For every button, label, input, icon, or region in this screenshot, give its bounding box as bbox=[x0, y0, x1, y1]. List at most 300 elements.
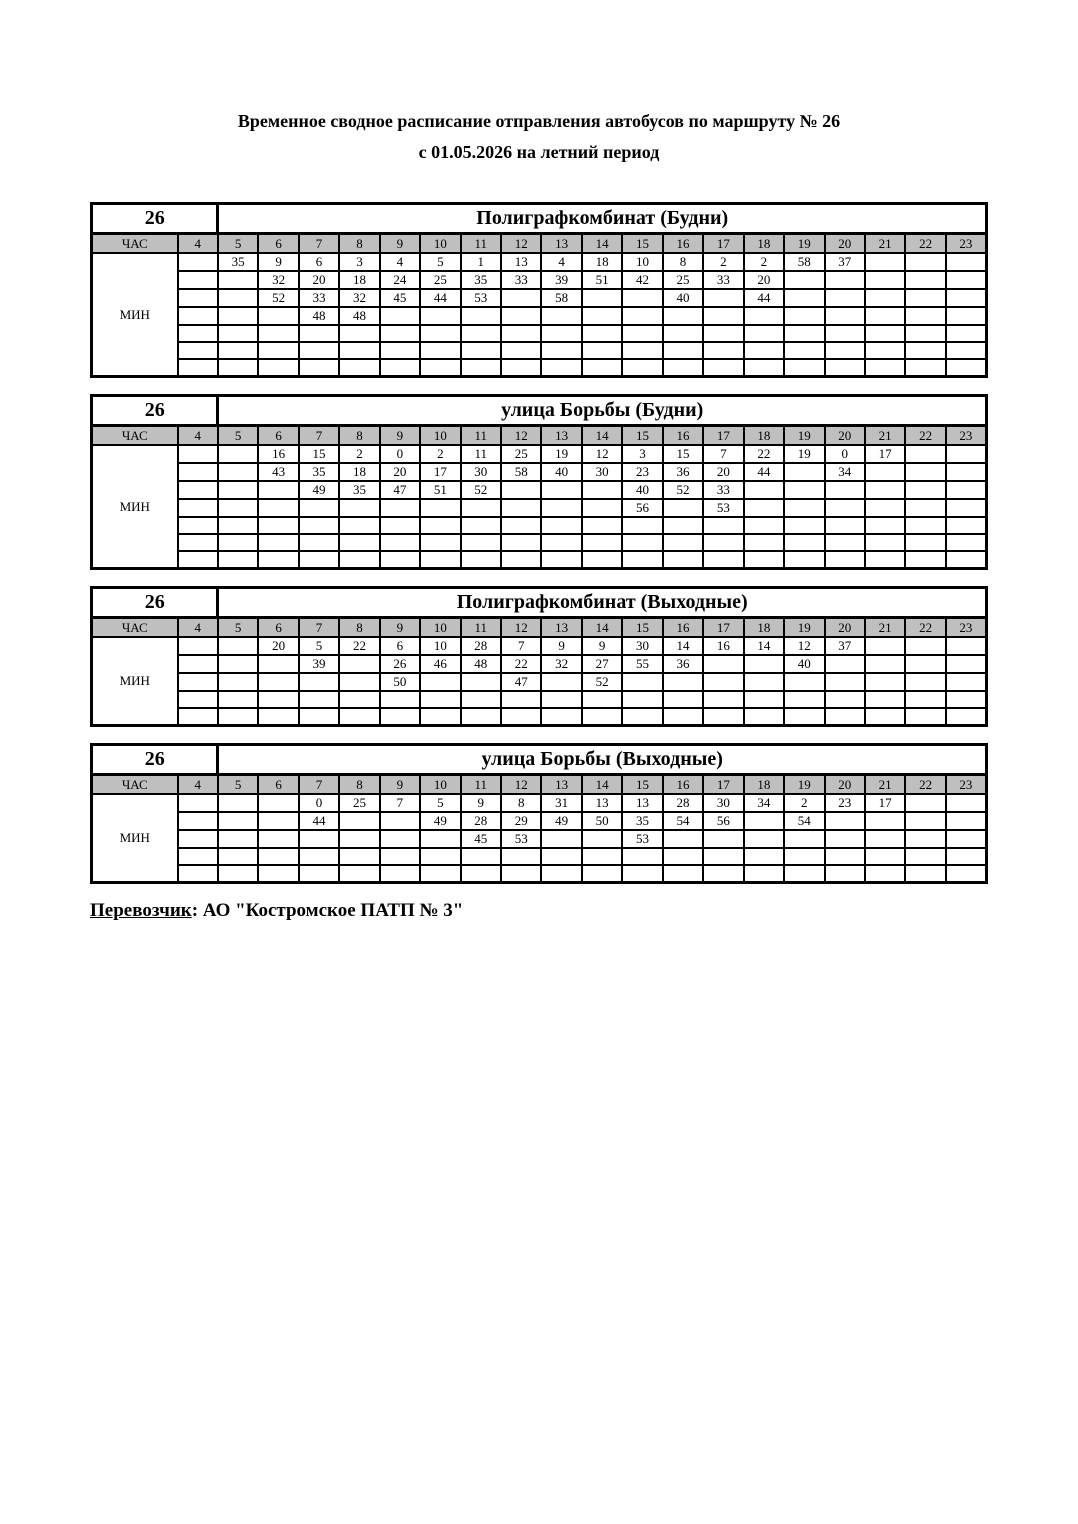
minute-cell: 10 bbox=[622, 253, 662, 271]
hour-header-cell: 23 bbox=[946, 234, 987, 254]
minute-cell bbox=[784, 325, 824, 342]
minute-cell bbox=[541, 342, 581, 359]
minute-cell: 36 bbox=[663, 463, 703, 481]
minute-cell bbox=[946, 359, 987, 377]
minute-cell: 18 bbox=[582, 253, 622, 271]
minute-cell: 20 bbox=[380, 463, 420, 481]
minute-cell bbox=[622, 517, 662, 534]
minute-cell bbox=[703, 830, 743, 848]
minute-cell: 7 bbox=[380, 794, 420, 812]
minute-cell bbox=[582, 830, 622, 848]
hour-row-label: ЧАС bbox=[92, 618, 178, 638]
minute-cell bbox=[622, 551, 662, 569]
minute-cell bbox=[501, 325, 541, 342]
minute-cell: 5 bbox=[420, 794, 460, 812]
minute-cell bbox=[582, 534, 622, 551]
minute-cell bbox=[339, 673, 379, 691]
minute-cell bbox=[744, 325, 784, 342]
minute-cell: 48 bbox=[339, 307, 379, 325]
minute-cell bbox=[744, 517, 784, 534]
minute-cell bbox=[339, 655, 379, 673]
minute-cell bbox=[825, 848, 865, 865]
minute-cell: 33 bbox=[501, 271, 541, 289]
minute-cell: 32 bbox=[258, 271, 298, 289]
minute-cell bbox=[865, 830, 905, 848]
minute-cell bbox=[946, 551, 987, 569]
table-title: улица Борьбы (Будни) bbox=[218, 396, 987, 426]
minute-cell bbox=[258, 359, 298, 377]
minute-cell bbox=[663, 708, 703, 726]
hour-header-cell: 21 bbox=[865, 234, 905, 254]
minute-cell bbox=[703, 865, 743, 883]
minute-cell bbox=[299, 534, 339, 551]
minute-cell: 52 bbox=[663, 481, 703, 499]
minute-cell bbox=[258, 812, 298, 830]
minute-cell bbox=[825, 342, 865, 359]
minute-cell bbox=[663, 342, 703, 359]
hour-header-cell: 20 bbox=[825, 426, 865, 446]
minute-cell: 40 bbox=[784, 655, 824, 673]
minute-cell: 10 bbox=[420, 637, 460, 655]
minute-cell bbox=[461, 342, 501, 359]
minute-cell bbox=[865, 691, 905, 708]
minute-cell: 7 bbox=[703, 445, 743, 463]
minute-cell bbox=[784, 551, 824, 569]
minute-cell bbox=[744, 708, 784, 726]
minute-cell bbox=[946, 830, 987, 848]
hour-header-cell: 17 bbox=[703, 426, 743, 446]
minute-cell bbox=[905, 551, 945, 569]
minute-cell bbox=[178, 673, 218, 691]
minute-cell: 2 bbox=[339, 445, 379, 463]
minute-cell bbox=[865, 848, 905, 865]
minute-cell bbox=[946, 865, 987, 883]
hour-row-label: ЧАС bbox=[92, 426, 178, 446]
minute-cell bbox=[905, 253, 945, 271]
minute-cell bbox=[461, 708, 501, 726]
minute-cell: 2 bbox=[744, 253, 784, 271]
minute-cell bbox=[905, 691, 945, 708]
minute-cell bbox=[744, 830, 784, 848]
hour-header-cell: 10 bbox=[420, 234, 460, 254]
minute-cell bbox=[784, 289, 824, 307]
hour-header-cell: 9 bbox=[380, 618, 420, 638]
minute-cell bbox=[380, 848, 420, 865]
minute-cell bbox=[622, 534, 662, 551]
minute-cell bbox=[703, 307, 743, 325]
minute-cell: 30 bbox=[461, 463, 501, 481]
minute-cell: 27 bbox=[582, 655, 622, 673]
minute-cell bbox=[178, 655, 218, 673]
minute-cell bbox=[541, 307, 581, 325]
minute-cell bbox=[622, 342, 662, 359]
minute-cell bbox=[663, 673, 703, 691]
minute-cell: 58 bbox=[501, 463, 541, 481]
minute-cell bbox=[339, 534, 379, 551]
minute-cell: 44 bbox=[299, 812, 339, 830]
hour-header-cell: 19 bbox=[784, 618, 824, 638]
minute-cell bbox=[905, 499, 945, 517]
minute-cell: 56 bbox=[703, 812, 743, 830]
minute-cell bbox=[178, 463, 218, 481]
minute-cell bbox=[380, 691, 420, 708]
minute-cell bbox=[865, 499, 905, 517]
minute-cell bbox=[663, 325, 703, 342]
minute-cell: 53 bbox=[461, 289, 501, 307]
minute-cell bbox=[784, 691, 824, 708]
carrier-label: Перевозчик bbox=[90, 900, 192, 921]
minute-cell: 49 bbox=[420, 812, 460, 830]
minute-cell: 4 bbox=[541, 253, 581, 271]
minute-cell bbox=[218, 673, 258, 691]
minute-cell bbox=[380, 865, 420, 883]
minute-cell bbox=[541, 673, 581, 691]
minute-cell bbox=[905, 830, 945, 848]
hour-header-cell: 9 bbox=[380, 775, 420, 795]
minute-cell bbox=[178, 445, 218, 463]
minute-cell: 50 bbox=[380, 673, 420, 691]
minute-cell: 47 bbox=[501, 673, 541, 691]
hour-header-cell: 15 bbox=[622, 426, 662, 446]
minute-cell bbox=[784, 307, 824, 325]
minute-cell: 40 bbox=[663, 289, 703, 307]
minute-cell bbox=[541, 691, 581, 708]
minute-cell bbox=[663, 517, 703, 534]
minute-cell: 44 bbox=[420, 289, 460, 307]
minute-cell bbox=[825, 307, 865, 325]
minute-cell bbox=[339, 812, 379, 830]
minute-cell bbox=[703, 673, 743, 691]
minute-cell bbox=[258, 865, 298, 883]
minute-cell bbox=[178, 253, 218, 271]
minute-cell bbox=[825, 325, 865, 342]
minute-cell bbox=[905, 463, 945, 481]
minute-cell bbox=[905, 307, 945, 325]
minute-cell: 12 bbox=[582, 445, 622, 463]
minute-cell bbox=[946, 812, 987, 830]
minute-cell: 11 bbox=[461, 445, 501, 463]
minute-cell: 5 bbox=[420, 253, 460, 271]
minute-cell bbox=[461, 848, 501, 865]
minute-cell bbox=[946, 445, 987, 463]
hour-header-cell: 20 bbox=[825, 775, 865, 795]
hour-header-cell: 16 bbox=[663, 426, 703, 446]
minute-cell: 49 bbox=[299, 481, 339, 499]
minute-cell bbox=[825, 708, 865, 726]
hour-header-cell: 7 bbox=[299, 618, 339, 638]
minute-cell bbox=[178, 830, 218, 848]
minute-cell bbox=[178, 499, 218, 517]
minute-cell bbox=[420, 865, 460, 883]
minute-cell bbox=[784, 865, 824, 883]
minute-cell bbox=[825, 517, 865, 534]
minute-cell bbox=[865, 325, 905, 342]
hour-header-cell: 19 bbox=[784, 426, 824, 446]
minute-cell bbox=[501, 499, 541, 517]
minute-cell: 29 bbox=[501, 812, 541, 830]
minute-cell bbox=[663, 551, 703, 569]
minute-cell bbox=[339, 865, 379, 883]
minute-cell bbox=[946, 848, 987, 865]
minute-cell bbox=[258, 499, 298, 517]
minute-cell: 28 bbox=[461, 812, 501, 830]
minute-cell: 53 bbox=[703, 499, 743, 517]
minute-cell bbox=[622, 307, 662, 325]
minute-cell bbox=[703, 325, 743, 342]
hour-header-cell: 5 bbox=[218, 234, 258, 254]
minute-cell bbox=[744, 342, 784, 359]
minute-cell bbox=[461, 499, 501, 517]
minute-cell: 53 bbox=[501, 830, 541, 848]
minute-cell bbox=[703, 848, 743, 865]
minute-cell bbox=[784, 463, 824, 481]
minute-cell bbox=[461, 325, 501, 342]
hour-header-cell: 17 bbox=[703, 618, 743, 638]
minute-cell bbox=[501, 534, 541, 551]
minute-cell bbox=[218, 534, 258, 551]
minute-cell bbox=[663, 848, 703, 865]
minute-cell bbox=[541, 830, 581, 848]
hour-header-cell: 6 bbox=[258, 618, 298, 638]
minute-cell bbox=[825, 865, 865, 883]
minute-cell bbox=[622, 673, 662, 691]
hour-header-cell: 11 bbox=[461, 775, 501, 795]
minute-cell bbox=[461, 307, 501, 325]
minute-cell bbox=[905, 812, 945, 830]
minute-cell: 40 bbox=[541, 463, 581, 481]
minute-cell bbox=[663, 359, 703, 377]
minute-cell bbox=[178, 848, 218, 865]
minute-cell bbox=[825, 691, 865, 708]
minute-cell bbox=[905, 342, 945, 359]
minute-cell: 30 bbox=[582, 463, 622, 481]
minute-cell: 1 bbox=[461, 253, 501, 271]
minute-cell bbox=[218, 517, 258, 534]
minute-cell bbox=[258, 830, 298, 848]
minute-cell bbox=[218, 289, 258, 307]
minute-cell bbox=[339, 551, 379, 569]
minute-cell bbox=[218, 499, 258, 517]
minute-cell bbox=[865, 865, 905, 883]
minute-cell bbox=[218, 830, 258, 848]
minute-cell: 9 bbox=[258, 253, 298, 271]
hour-header-cell: 19 bbox=[784, 775, 824, 795]
minute-cell bbox=[420, 848, 460, 865]
minute-cell: 0 bbox=[825, 445, 865, 463]
minute-cell bbox=[865, 517, 905, 534]
minute-cell: 9 bbox=[541, 637, 581, 655]
minute-cell: 30 bbox=[622, 637, 662, 655]
minute-cell bbox=[865, 534, 905, 551]
minute-cell bbox=[380, 499, 420, 517]
minute-cell bbox=[905, 271, 945, 289]
minute-cell bbox=[905, 359, 945, 377]
minute-cell bbox=[825, 534, 865, 551]
minute-cell bbox=[541, 325, 581, 342]
minute-cell: 9 bbox=[582, 637, 622, 655]
minute-cell bbox=[501, 481, 541, 499]
minute-cell bbox=[946, 307, 987, 325]
minute-cell bbox=[258, 691, 298, 708]
minute-cell: 18 bbox=[339, 271, 379, 289]
minute-cell bbox=[905, 637, 945, 655]
hour-header-cell: 8 bbox=[339, 234, 379, 254]
minute-cell bbox=[218, 812, 258, 830]
minute-cell: 16 bbox=[703, 637, 743, 655]
minute-cell bbox=[582, 551, 622, 569]
hour-header-cell: 10 bbox=[420, 775, 460, 795]
hour-header-cell: 21 bbox=[865, 618, 905, 638]
hour-header-cell: 16 bbox=[663, 618, 703, 638]
minute-cell bbox=[825, 812, 865, 830]
minute-cell bbox=[258, 551, 298, 569]
minute-cell bbox=[339, 359, 379, 377]
minute-cell bbox=[744, 691, 784, 708]
minute-cell bbox=[865, 708, 905, 726]
minute-cell bbox=[784, 499, 824, 517]
route-number: 26 bbox=[92, 204, 218, 234]
minute-cell: 54 bbox=[663, 812, 703, 830]
hour-header-cell: 5 bbox=[218, 775, 258, 795]
minute-cell bbox=[703, 691, 743, 708]
minute-cell: 53 bbox=[622, 830, 662, 848]
minute-cell bbox=[218, 637, 258, 655]
minute-cell bbox=[299, 691, 339, 708]
minute-cell bbox=[461, 534, 501, 551]
minute-cell bbox=[905, 445, 945, 463]
minute-cell bbox=[218, 481, 258, 499]
minute-cell bbox=[865, 812, 905, 830]
minute-cell bbox=[299, 359, 339, 377]
minute-cell bbox=[420, 499, 460, 517]
minute-cell bbox=[218, 325, 258, 342]
minute-cell bbox=[946, 708, 987, 726]
minute-cell bbox=[218, 865, 258, 883]
minute-cell bbox=[905, 865, 945, 883]
minute-cell: 0 bbox=[380, 445, 420, 463]
minute-cell bbox=[541, 848, 581, 865]
minute-cell: 52 bbox=[461, 481, 501, 499]
minute-cell bbox=[178, 307, 218, 325]
minute-cell: 35 bbox=[461, 271, 501, 289]
minute-cell: 49 bbox=[541, 812, 581, 830]
minute-cell bbox=[825, 481, 865, 499]
minute-cell bbox=[339, 342, 379, 359]
minute-cell bbox=[299, 708, 339, 726]
minute-cell bbox=[905, 708, 945, 726]
hour-header-cell: 23 bbox=[946, 775, 987, 795]
minute-cell bbox=[582, 481, 622, 499]
minute-cell bbox=[501, 691, 541, 708]
minute-cell: 14 bbox=[663, 637, 703, 655]
minute-cell bbox=[946, 794, 987, 812]
minute-cell: 26 bbox=[380, 655, 420, 673]
minute-cell: 5 bbox=[299, 637, 339, 655]
minute-cell bbox=[825, 359, 865, 377]
minute-cell bbox=[946, 289, 987, 307]
minute-cell bbox=[703, 655, 743, 673]
hour-header-cell: 22 bbox=[905, 618, 945, 638]
minute-cell: 54 bbox=[784, 812, 824, 830]
schedule-table-ulitsa-borby-vykhodnye bbox=[90, 743, 988, 884]
minute-cell bbox=[905, 534, 945, 551]
minute-cell bbox=[218, 794, 258, 812]
minute-cell bbox=[744, 865, 784, 883]
minute-cell: 3 bbox=[622, 445, 662, 463]
minute-cell bbox=[218, 359, 258, 377]
minute-cell bbox=[218, 307, 258, 325]
minute-cell bbox=[825, 830, 865, 848]
minute-cell bbox=[218, 463, 258, 481]
minute-cell bbox=[582, 325, 622, 342]
minute-cell: 22 bbox=[501, 655, 541, 673]
minute-cell: 37 bbox=[825, 637, 865, 655]
minute-cell bbox=[339, 517, 379, 534]
minute-cell: 3 bbox=[339, 253, 379, 271]
hour-header-cell: 16 bbox=[663, 234, 703, 254]
minute-cell bbox=[299, 673, 339, 691]
minute-cell: 40 bbox=[622, 481, 662, 499]
minute-cell: 20 bbox=[299, 271, 339, 289]
minute-cell bbox=[258, 342, 298, 359]
minute-cell bbox=[218, 342, 258, 359]
minute-cell: 2 bbox=[703, 253, 743, 271]
hour-header-cell: 23 bbox=[946, 426, 987, 446]
minute-cell bbox=[420, 708, 460, 726]
minute-cell: 32 bbox=[339, 289, 379, 307]
minute-cell bbox=[258, 708, 298, 726]
hour-header-cell: 18 bbox=[744, 426, 784, 446]
carrier-line bbox=[90, 900, 988, 922]
minute-cell: 9 bbox=[461, 794, 501, 812]
minute-cell: 37 bbox=[825, 253, 865, 271]
minute-cell: 0 bbox=[299, 794, 339, 812]
minute-cell bbox=[258, 673, 298, 691]
minute-cell bbox=[744, 673, 784, 691]
minute-cell bbox=[663, 830, 703, 848]
minute-cell bbox=[946, 481, 987, 499]
minute-cell bbox=[258, 517, 298, 534]
minute-cell: 6 bbox=[299, 253, 339, 271]
minute-cell: 31 bbox=[541, 794, 581, 812]
minute-cell bbox=[703, 517, 743, 534]
minute-cell: 19 bbox=[784, 445, 824, 463]
minute-cell bbox=[905, 325, 945, 342]
minute-cell bbox=[865, 289, 905, 307]
hour-header-cell: 13 bbox=[541, 234, 581, 254]
minute-cell bbox=[339, 708, 379, 726]
hour-header-cell: 12 bbox=[501, 234, 541, 254]
minute-cell: 13 bbox=[501, 253, 541, 271]
table-title: Полиграфкомбинат (Выходные) bbox=[218, 588, 987, 618]
minute-cell bbox=[946, 463, 987, 481]
minute-cell bbox=[541, 865, 581, 883]
minute-cell bbox=[865, 342, 905, 359]
minute-cell: 8 bbox=[663, 253, 703, 271]
minute-cell bbox=[380, 307, 420, 325]
hour-header-cell: 4 bbox=[178, 426, 218, 446]
minute-cell: 14 bbox=[744, 637, 784, 655]
hour-header-cell: 4 bbox=[178, 618, 218, 638]
minute-cell bbox=[865, 271, 905, 289]
minute-cell bbox=[178, 551, 218, 569]
minute-cell bbox=[865, 637, 905, 655]
minute-cell bbox=[541, 481, 581, 499]
minute-cell bbox=[218, 655, 258, 673]
minute-cell bbox=[703, 534, 743, 551]
hour-header-cell: 4 bbox=[178, 775, 218, 795]
minute-cell: 28 bbox=[461, 637, 501, 655]
